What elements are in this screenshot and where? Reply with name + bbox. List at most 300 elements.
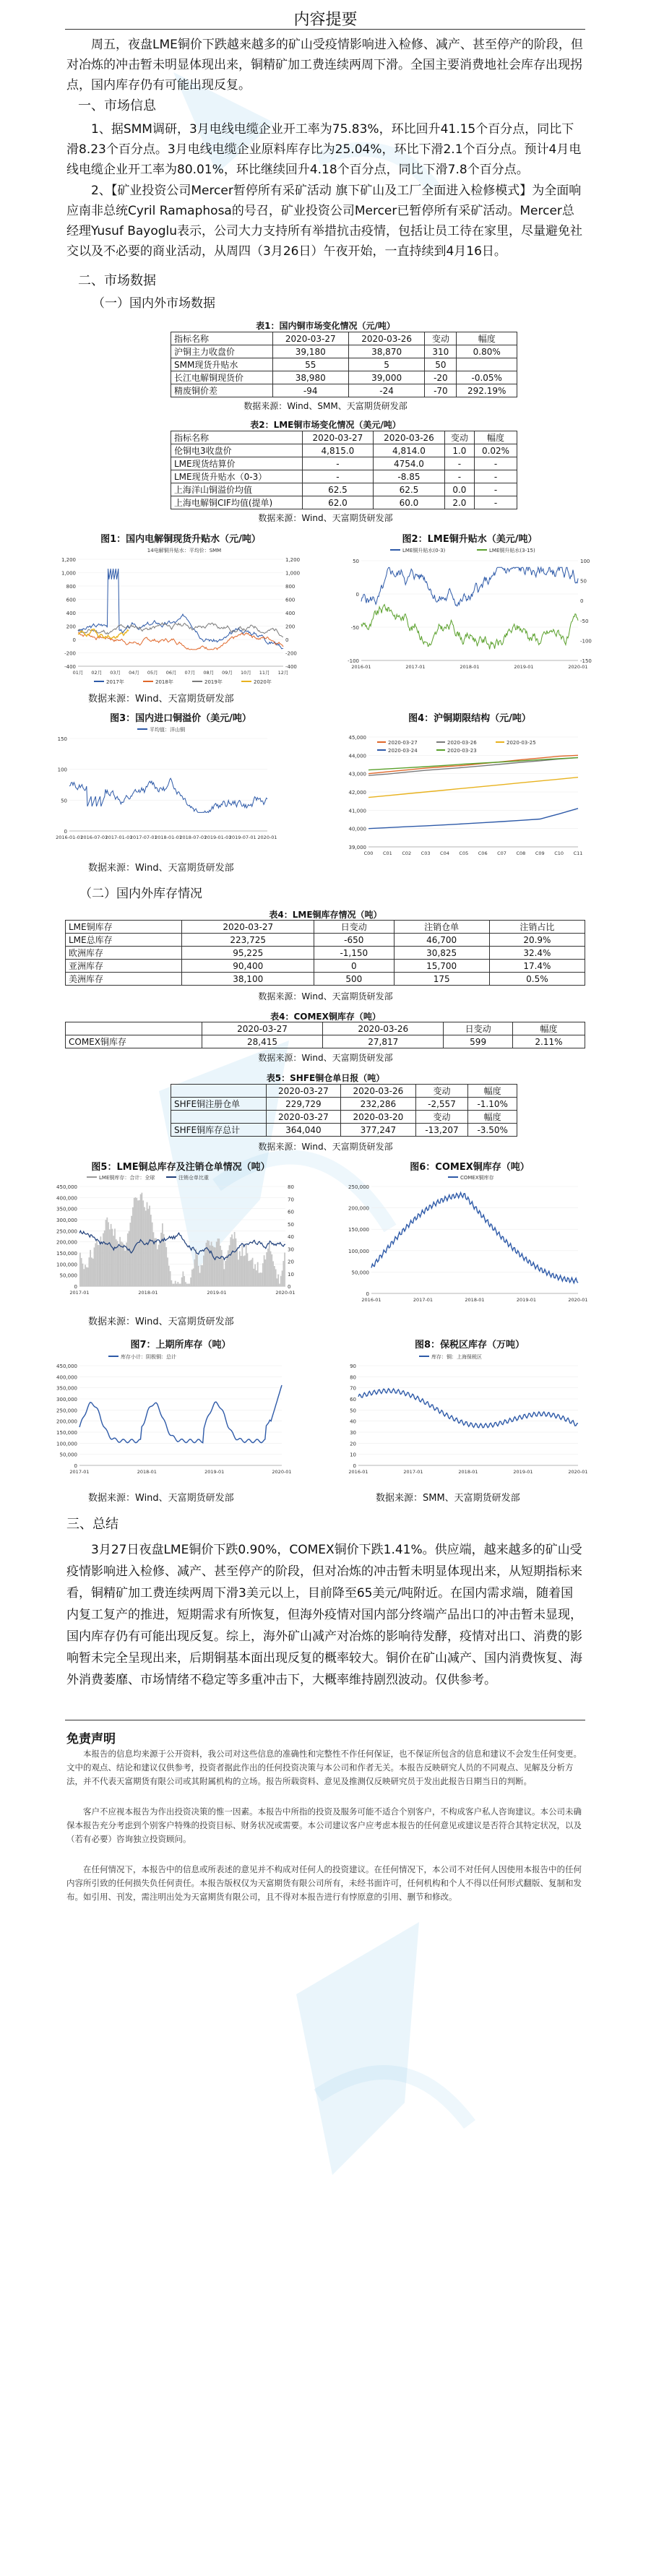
table-cell: 4754.0 [374,457,445,470]
cancelled-ratio-bar [163,1234,165,1286]
cancelled-ratio-bar [223,1259,224,1286]
cancelled-ratio-bar [184,1276,185,1286]
legend-label: LME铜升贴水(3-15) [489,548,535,553]
table-cell: 2020-03-27 [182,921,314,934]
x-tick-label: 2020-01 [568,1469,588,1475]
x-tick-label: 2020-01 [568,1297,588,1303]
y2-tick-label: 0 [580,598,584,605]
legend-label: 平均值：洋山铜 [150,727,185,733]
y-tick-label: 100 [57,767,67,773]
table-cell: 伦铜电3收盘价 [171,444,303,457]
x-tick-label: 12月 [277,670,289,676]
y-tick-label: 1,200 [61,557,76,563]
cancelled-ratio-bar [178,1284,180,1286]
table-cell: -0.05% [457,371,517,384]
y-tick-label: 200,000 [56,1418,77,1425]
cancelled-ratio-bar [189,1284,190,1286]
cancelled-ratio-bar [119,1237,121,1286]
cancelled-ratio-bar [221,1250,223,1286]
cancelled-ratio-bar [264,1255,265,1286]
cancelled-ratio-bar [231,1234,233,1286]
table-cell: 62.5 [302,483,374,496]
table1-source: 数据来源：Wind、SMM、天富期货研发部 [243,401,408,411]
y-tick-label: 39,000 [348,845,366,850]
cancelled-ratio-bar [105,1220,107,1286]
table5-caption: 表4：COMEX铜库存（吨） [270,1012,381,1022]
cancelled-ratio-bar [215,1247,216,1286]
y-tick-label: 100,000 [56,1441,77,1447]
y2-tick-label: -200 [285,650,297,657]
section-heading-market-data: 二、市场数据 [78,273,156,288]
cancelled-ratio-bar [150,1215,152,1286]
table-cell: 1.0 [444,444,474,457]
y-tick-label: 200,000 [56,1239,77,1246]
cancelled-ratio-bar [114,1228,116,1286]
table-cell: 599 [444,1035,513,1048]
table-cell: -70 [425,384,457,397]
cancelled-ratio-bar [124,1251,126,1286]
cancelled-ratio-bar [112,1229,113,1286]
table-header-row [66,921,585,934]
cancelled-ratio-bar [271,1254,272,1286]
cancelled-ratio-bar [259,1272,261,1286]
legend-label: 2020-03-25 [506,740,536,746]
table-row [66,947,585,960]
table-cell: 50 [425,358,457,371]
series-line-2018 [78,633,283,650]
cancelled-ratio-bar [253,1269,254,1286]
legend-label: 库存：铜：上海保税区 [431,1354,482,1360]
chart-legend-title: 14电解铜升贴水：平均价：SMM [147,548,222,553]
summary-conclusion: 3月27日夜盘LME铜价下跌0.90%，COMEX铜价下跌1.41%。供应端，越来越多的矿山受疫情影响进入检修、减产、甚至停产的阶段，但对冶炼的冲击暂未明显体现出来，从短期指标来看，铜精矿加工费连续两周下滑3美元以上，目前降至65美元/吨附近。在国内需求端，随着国内复工复产的推进，短期需求有所恢复，但海外疫情对国内部分终端产品出口的冲击暂未显现，国内库存仍有可能出现反复。综上，海外矿山减产对冶炼的影响待发酵，疫情对出口、消费的影响暂未完全呈现出来，后期铜基本面出现反复的概率较大。铜价在矿山减产、国内消费恢复、海外消费萎靡、市场情绪不稳定等多重冲击下，大概率维持剧烈波动。仅供参考。 [66,1543,582,1687]
x-tick-label: 2019-01 [204,1469,225,1475]
cancelled-ratio-bar [241,1246,243,1286]
table-cell: 39,180 [272,345,348,358]
x-tick-label: 05月 [147,670,158,676]
cancelled-ratio-bar [262,1263,264,1286]
cancelled-ratio-bar [230,1237,231,1286]
y-tick-label: 300,000 [56,1397,77,1403]
table-cell: 38,980 [272,371,348,384]
table-cell: -20 [425,371,457,384]
y-tick-label: 50 [61,798,67,804]
y-tick-label: 60 [350,1397,356,1403]
y2-tick-label: -100 [580,638,592,645]
table-cell: -1,150 [314,947,395,960]
table-cell: 长江电解铜现货价 [171,371,273,384]
table-row [66,960,585,973]
legend-label: 2017年 [106,679,124,685]
y2-tick-label: 50 [288,1221,294,1228]
table-cell: -3.50% [468,1124,517,1137]
cancelled-ratio-bar [131,1216,132,1286]
y-tick-label: 40,000 [348,826,366,832]
y2-tick-label: 60 [288,1209,294,1215]
y-tick-label: -200 [64,650,76,657]
y-tick-label: 0 [74,1284,77,1290]
table-cell: - [302,457,374,470]
series-line-term-2 [368,777,578,798]
y-tick-label: 250,000 [348,1184,369,1190]
y-tick-label: 1,000 [61,570,76,577]
x-tick-label: 09月 [222,670,233,676]
cancelled-ratio-bar [117,1241,118,1286]
table-cell: - [475,470,517,483]
x-tick-label: 2018-01 [465,1297,485,1303]
x-tick-label: 2019-07-01 [228,835,256,840]
cancelled-ratio-bar [122,1242,124,1286]
cancelled-ratio-bar [233,1239,234,1286]
y-tick-label: 0 [366,1291,369,1297]
cancelled-ratio-bar [165,1247,167,1286]
cancelled-ratio-bar [81,1258,82,1286]
y-tick-label: 450,000 [56,1364,77,1369]
x-tick-label: 03月 [110,670,121,676]
x-tick-label: 2017-01 [69,1469,90,1475]
table-row [171,371,517,384]
table-cell: - [444,470,474,483]
x-tick-label: C06 [478,850,488,856]
table-cell: 2020-03-27 [266,1111,341,1124]
subheading-market-data: （一）国内外市场数据 [92,296,215,311]
y-tick-label: 0 [355,592,359,598]
cancelled-ratio-bar [152,1223,153,1286]
cancelled-ratio-bar [282,1270,283,1286]
y-tick-label: 50,000 [351,1270,369,1276]
market-info-paragraph-1: 1、据SMM调研，3月电线电缆企业开工率为75.83%，环比回升41.15个百分点，同比下滑8.23个百分点。3月电线电缆企业原料库存比为25.04%，环比下滑2.1个百分点。预计4月电线电缆企业开工率为80.01%，环比继续回升4.18个百分点，同比下滑7.8个百分点。 [66,122,582,177]
fig6-title: 图6：COMEX铜库存（吨） [410,1162,530,1173]
y-tick-label: 200 [66,624,76,630]
table-cell: 46,700 [394,934,489,947]
x-tick-label: C04 [440,850,449,856]
cancelled-ratio-bar [236,1239,237,1286]
table-cell: 0.80% [457,345,517,358]
table-cell: LME现货升贴水（0-3） [171,470,303,483]
table-cell: SHFE铜注册仓单 [171,1098,267,1111]
table-cell: - [444,457,474,470]
cancelled-ratio-bar [261,1272,262,1286]
cancelled-ratio-bar [225,1261,226,1286]
table-cell: 幅度 [468,1111,517,1124]
y-tick-label: 150,000 [56,1430,77,1436]
legend-label: 2019年 [204,679,223,685]
table-cell: 0.5% [489,973,585,986]
cancelled-ratio-bar [283,1261,284,1286]
cancelled-ratio-bar [116,1239,117,1286]
table-cell: 2.11% [512,1035,585,1048]
x-tick-label: C05 [459,850,469,856]
table-cell: 30,825 [394,947,489,960]
fig-row4-source-right: 数据来源：SMM、天富期货研发部 [376,1493,520,1504]
x-tick-label: 2016-01 [361,1297,381,1303]
y-tick-label: 0 [64,829,67,835]
cancelled-ratio-bar [145,1210,147,1286]
table-cell: 美洲库存 [66,973,182,986]
cancelled-ratio-bar [265,1259,267,1286]
table-header-row [66,1022,585,1035]
chart-comex-stocks [340,1171,607,1315]
x-tick-label: C03 [421,850,431,856]
cancelled-ratio-bar [190,1278,191,1286]
cancelled-ratio-bar [236,1249,238,1286]
cancelled-ratio-bar [142,1193,143,1286]
x-tick-label: 2017-01 [69,1290,90,1296]
table-cell: 229,729 [266,1098,341,1111]
table-row [171,384,517,397]
table-cell: 27,817 [323,1035,444,1048]
disclaimer-paragraph-1: 本报告的信息均来源于公开资料，我公司对这些信息的准确性和完整性不作任何保证，也不保证所包含的信息和建议不会发生任何变更。文中的观点、结论和建议仅供参考，投资者据此作出的任何投资决策与本公司和作者无关。本报告反映研究人员的不同观点、见解及分析方法，并不代表天富期货有限公司或其附属机构的立场。报告所载资料、意见及推测仅反映研究员于发出此报告日期当日的判断。 [66,1749,582,1786]
table-cell: - [302,470,374,483]
y2-tick-label: 10 [288,1271,294,1278]
y-tick-label: 41,000 [348,808,366,814]
x-tick-label: 2017-01 [405,664,426,670]
table2-source: 数据来源：Wind、天富期货研发部 [258,513,393,523]
y-tick-label: 70 [350,1385,356,1392]
table-cell: 2020-03-20 [341,1111,416,1124]
table-cell: 幅度 [475,431,517,444]
x-tick-label: 10月 [240,670,251,676]
table-cell: 4,814.0 [374,444,445,457]
cancelled-ratio-bar [181,1278,183,1286]
table-cell: 日变动 [314,921,395,934]
table-domestic-copper [171,332,517,397]
y2-tick-label: 400 [285,611,296,616]
y2-tick-label: 70 [288,1197,294,1203]
table-cell: 90,400 [182,960,314,973]
y-tick-label: 80 [350,1374,356,1381]
cancelled-ratio-bar [83,1269,85,1286]
section-heading-summary: 三、总结 [66,1517,118,1532]
cancelled-ratio-bar [104,1231,105,1286]
y2-tick-label: 1,200 [285,557,301,563]
table-cell: 4,815.0 [302,444,374,457]
cancelled-ratio-bar [109,1229,111,1286]
table2-caption: 表2：LME铜市场变化情况（美元/吨） [250,420,401,430]
cancelled-ratio-bar [203,1256,204,1286]
table-cell: 310 [425,345,457,358]
table-cell: 2.0 [444,496,474,509]
table-cell: 2020-03-27 [272,332,348,345]
cancelled-ratio-bar [108,1222,109,1286]
x-tick-label: C01 [382,850,392,856]
table-row [171,1111,517,1124]
table-header-row [171,431,517,444]
table-row [171,444,517,457]
x-tick-label: 08月 [203,670,215,676]
cancelled-ratio-bar [134,1198,135,1286]
summary-paragraph: 周五，夜盘LME铜价下跌越来越多的矿山受疫情影响进入检修、减产、甚至停产的阶段，但对冶炼的冲击暂未明显体现出来，铜精矿加工费连续两周下滑。全国主要消费地社会库存出现拐点，国内库存仍有可能出现反复。 [66,38,583,92]
x-tick-label: 2018-01 [460,664,480,670]
table-cell: 62.0 [302,496,374,509]
x-tick-label: 2016-07-01 [80,835,108,840]
cancelled-ratio-bar [180,1284,181,1286]
x-tick-label: 2017-01 [403,1469,423,1475]
chart-term-structure [340,723,607,867]
page-title: 内容提要 [293,11,358,29]
cancelled-ratio-bar [248,1261,249,1286]
y-tick-label: 20 [350,1441,356,1447]
table-cell: - [475,496,517,509]
table-cell: 2020-03-27 [202,1022,322,1035]
legend-label: 2020年 [254,679,272,685]
y2-tick-label: 200 [285,624,296,630]
cancelled-ratio-bar [254,1265,256,1286]
cancelled-ratio-bar [252,1258,254,1286]
table-cell: 15,700 [394,960,489,973]
cancelled-ratio-bar [118,1246,119,1286]
table4-caption: 表4：LME铜库存情况（吨） [269,910,382,920]
table-cell: 2020-03-26 [323,1022,444,1035]
cancelled-ratio-bar [183,1272,184,1286]
y-tick-label: -50 [350,625,359,631]
fig5-title: 图5：LME铜总库存及注销仓单情况（吨） [91,1162,270,1173]
table-cell: 精废铜价差 [171,384,273,397]
cancelled-ratio-bar [82,1264,84,1286]
table-cell [457,358,517,371]
disclaimer-title: 免责声明 [66,1732,116,1746]
y-tick-label: 40 [350,1418,356,1425]
section-heading-market-info: 一、市场信息 [78,98,156,113]
table4-source: 数据来源：Wind、天富期货研发部 [258,991,393,1001]
cancelled-ratio-bar [272,1261,274,1286]
series-line-term-1 [368,758,578,776]
table-cell: 500 [314,973,395,986]
table-comex-inventory [65,1022,585,1048]
cancelled-ratio-bar [111,1224,112,1286]
y-tick-label: 450,000 [56,1184,77,1190]
cancelled-ratio-bar [103,1233,104,1286]
table-cell: 292.19% [457,384,517,397]
cancelled-ratio-bar [88,1257,90,1286]
series-line-spread-3-15 [361,605,578,650]
table-lme-inventory [65,920,585,986]
subheading-inventory: （二）国内外库存情况 [79,887,202,901]
y-tick-label: 350,000 [56,1385,77,1392]
chart-lme-spread [340,543,607,688]
x-tick-label: 2020-01 [257,835,277,840]
cancelled-ratio-bar [106,1218,108,1286]
table-cell: 上海电解铜CIF均值(提单) [171,496,303,509]
y2-tick-label: 20 [288,1259,294,1265]
table-cell: - [475,483,517,496]
x-tick-label: 2020-01 [568,664,588,670]
table-cell: 17.4% [489,960,585,973]
table-cell: 变动 [425,332,457,345]
x-tick-label: 11月 [259,670,270,676]
cancelled-ratio-bar [177,1282,178,1286]
cancelled-ratio-bar [226,1255,228,1286]
table-cell: 0 [314,960,395,973]
x-tick-label: 02月 [91,670,103,676]
table-cell: -2,557 [415,1098,468,1111]
cancelled-ratio-bar [274,1266,275,1286]
table-cell: 沪铜主力收盘价 [171,345,273,358]
table-cell: 注销占比 [489,921,585,934]
y2-tick-label: 600 [285,597,296,603]
y2-tick-label: 30 [288,1246,294,1253]
y2-tick-label: 80 [288,1184,294,1190]
x-tick-label: 2016-01 [348,1469,368,1475]
table-row [171,470,517,483]
table-cell: 5 [348,358,424,371]
y-tick-label: 100,000 [56,1262,77,1268]
series-line-term-3 [368,809,578,829]
fig-row2-source-left: 数据来源：Wind、天富期货研发部 [88,863,234,874]
x-tick-label: 07月 [184,670,196,676]
table-cell: - [475,457,517,470]
cancelled-ratio-bar [85,1265,86,1286]
table-cell: 232,286 [341,1098,416,1111]
y-tick-label: -400 [64,664,76,670]
cancelled-ratio-bar [193,1269,194,1286]
cancelled-ratio-bar [213,1247,215,1286]
cancelled-ratio-bar [280,1276,282,1286]
y-tick-label: 42,000 [348,790,366,796]
cancelled-ratio-bar [238,1259,239,1286]
table-cell: 日变动 [444,1022,513,1035]
x-tick-label: 2018-07-01 [179,835,207,840]
cancelled-ratio-bar [239,1252,241,1286]
cancelled-ratio-bar [212,1246,213,1286]
y2-tick-label: -150 [580,658,592,664]
x-tick-label: 2016-01-01 [56,835,83,840]
cancelled-ratio-bar [135,1197,137,1286]
table-cell: SHFE铜库存总计 [171,1124,267,1137]
cancelled-ratio-bar [162,1223,163,1286]
fig1-title: 图1：国内电解铜现货升贴水（元/吨） [100,534,261,545]
table-cell: 幅度 [468,1085,517,1098]
cancelled-ratio-bar [92,1259,94,1286]
table-cell: -24 [348,384,424,397]
table-cell: LME现货结算价 [171,457,303,470]
y2-tick-label: -50 [580,618,589,624]
table6-caption: 表5：SHFE铜仓单日报（吨） [266,1073,385,1083]
table-cell: 0.0 [444,483,474,496]
cancelled-ratio-bar [266,1252,267,1286]
table-cell: 幅度 [457,332,517,345]
y-tick-label: 200,000 [348,1205,369,1212]
cancelled-ratio-bar [267,1249,269,1286]
fig-row1-source-left: 数据来源：Wind、天富期货研发部 [88,694,234,705]
cancelled-ratio-bar [175,1281,176,1286]
table-row [66,973,585,986]
cancelled-ratio-bar [200,1265,202,1286]
fig4-title: 图4：沪铜期限结构（元/吨） [408,713,531,724]
cancelled-ratio-bar [132,1207,134,1286]
cancelled-ratio-bar [244,1255,246,1286]
cancelled-ratio-bar [241,1256,242,1286]
x-tick-label: C09 [535,850,545,856]
cancelled-ratio-bar [191,1270,193,1286]
y-tick-label: 300,000 [56,1218,77,1223]
y-tick-label: 350,000 [56,1206,77,1212]
y-tick-label: 400,000 [56,1195,77,1202]
x-tick-label: C02 [402,850,412,856]
cancelled-ratio-bar [136,1198,137,1286]
table-cell: COMEX铜库存 [66,1035,202,1048]
table6-source: 数据来源：Wind、天富期货研发部 [258,1142,393,1152]
cancelled-ratio-bar [224,1269,225,1286]
fig7-title: 图7：上期所库存（吨） [130,1340,231,1351]
table-cell: 55 [272,358,348,371]
x-tick-label: 2020-01 [275,1290,296,1296]
table-row [171,345,517,358]
table-cell: 32.4% [489,947,585,960]
y2-tick-label: 1,000 [285,570,301,577]
cancelled-ratio-bar [229,1245,230,1286]
table-cell: LME总库存 [66,934,182,947]
chart-lme-stocks [51,1171,318,1308]
